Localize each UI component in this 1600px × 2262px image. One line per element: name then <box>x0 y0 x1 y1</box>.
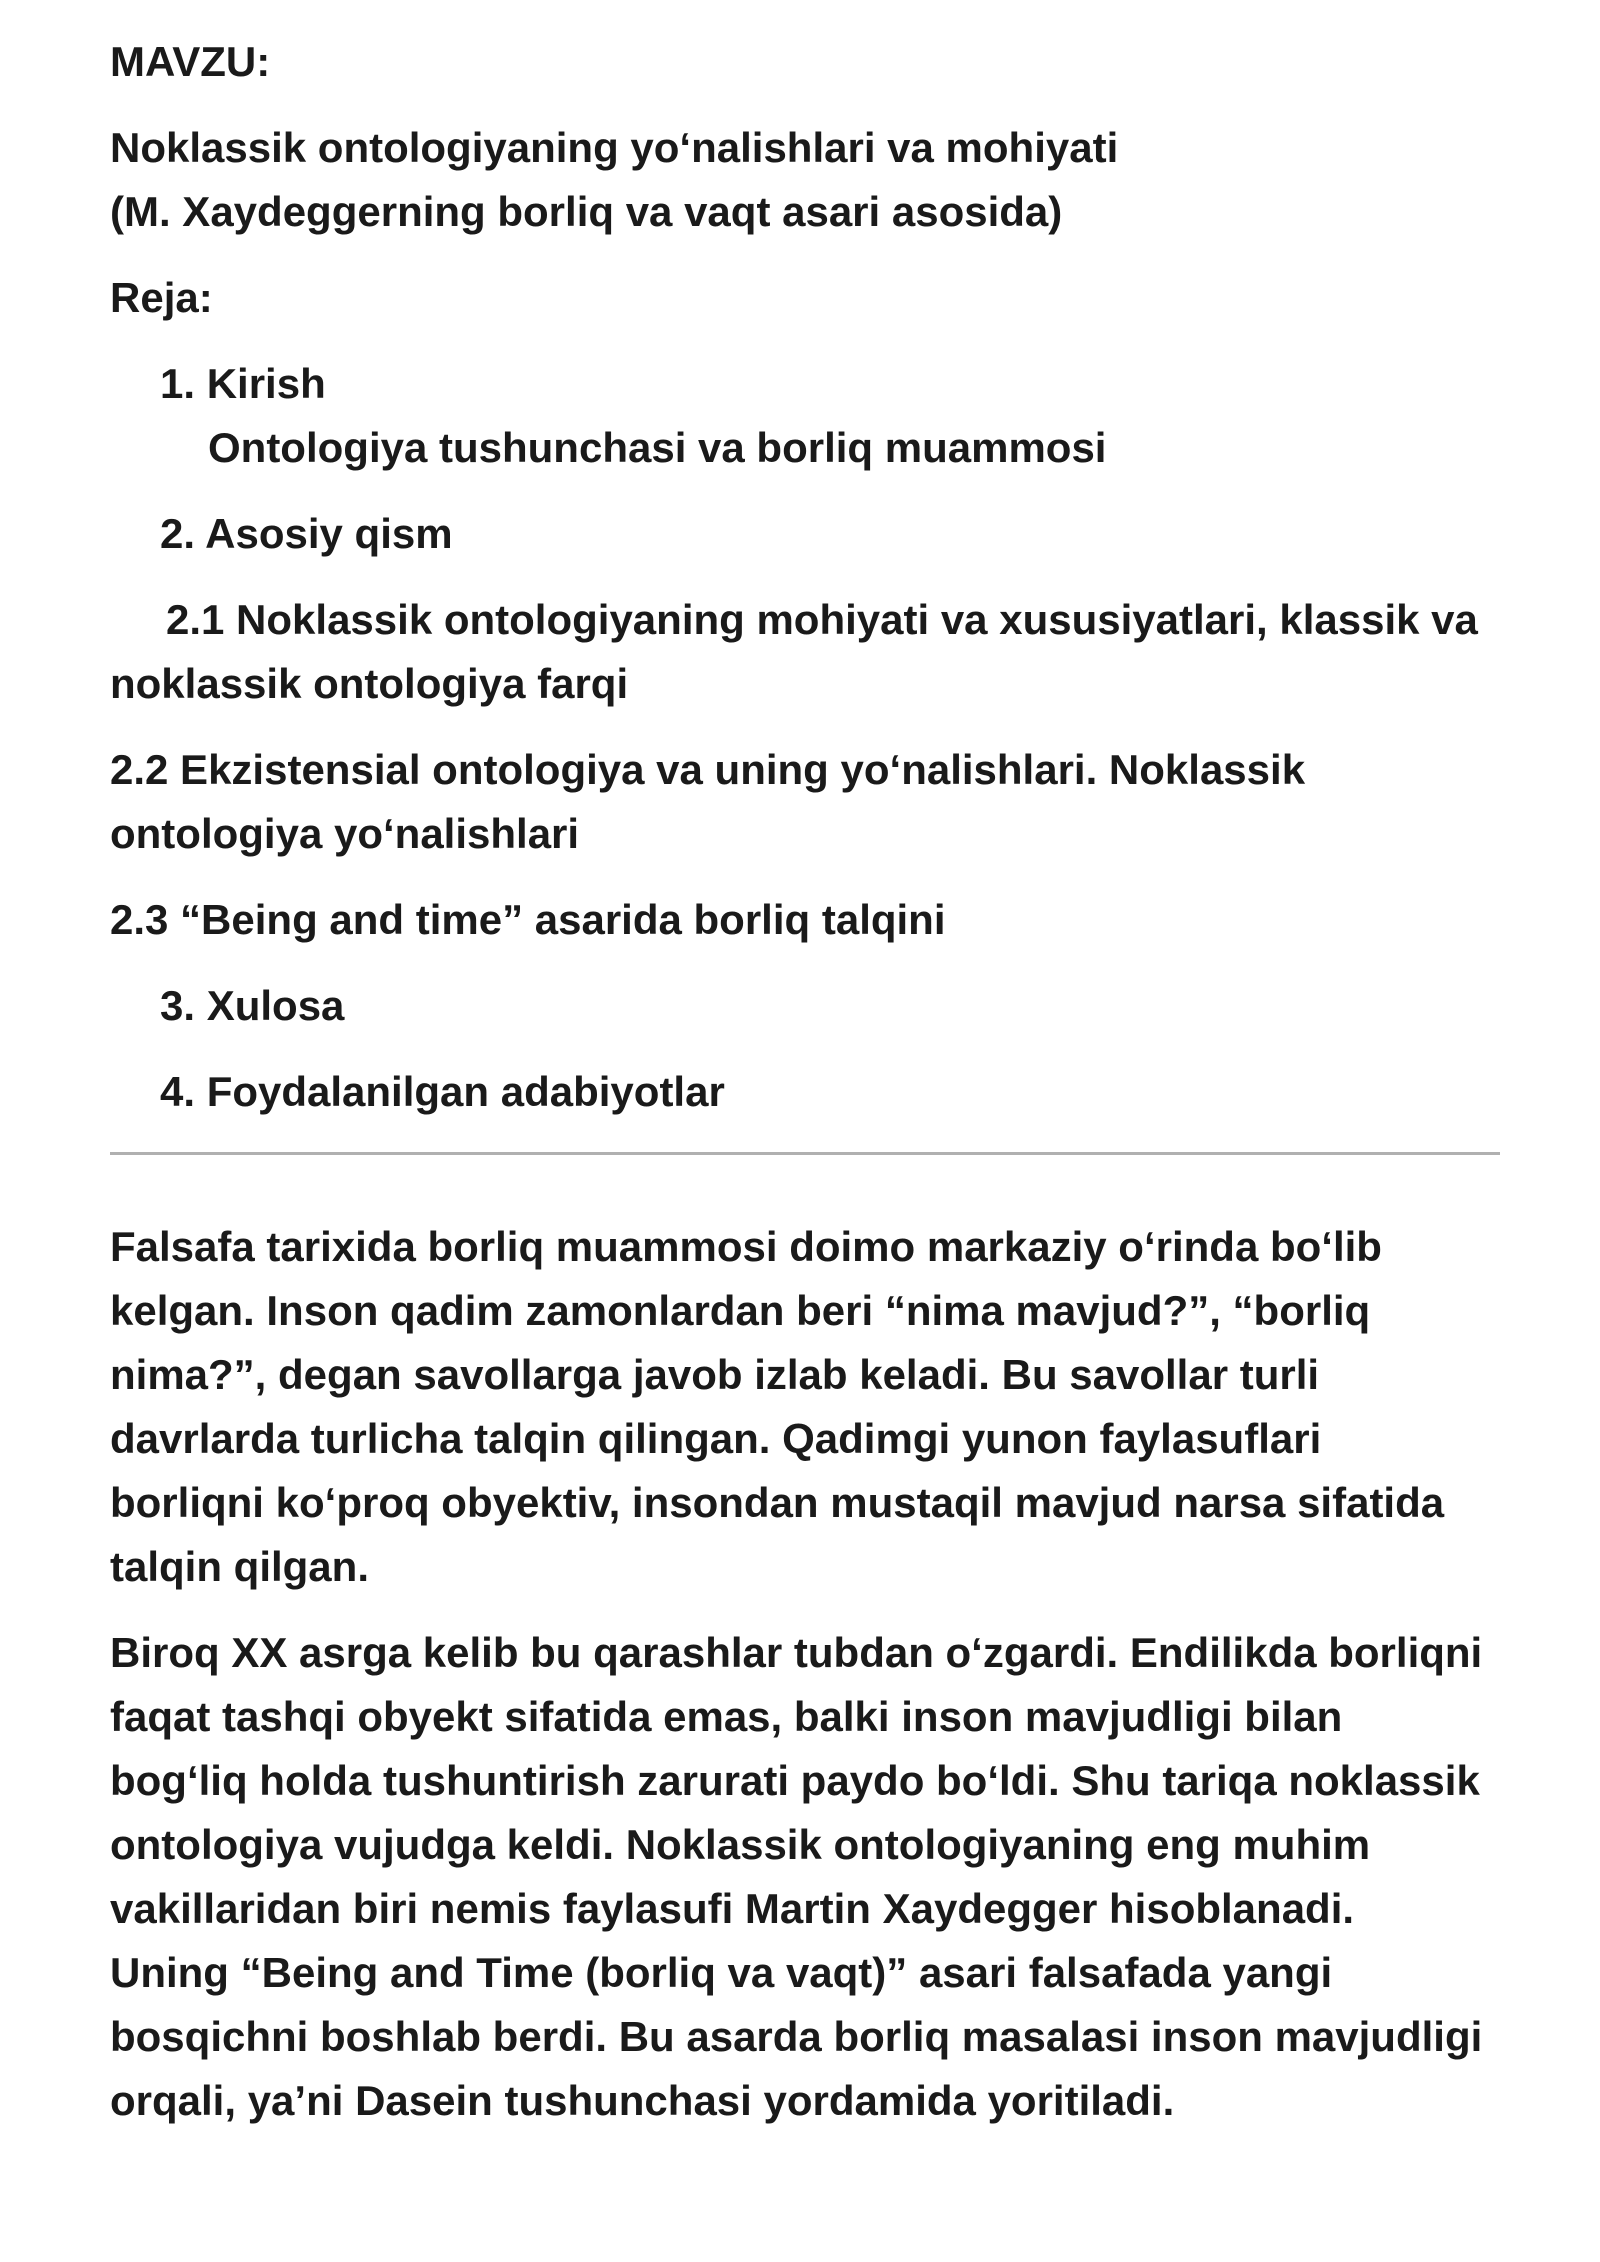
plan-item-2-2-line-1: 2.2 Ekzistensial ontologiya va uning yo‘nalishlari. Noklassik <box>110 746 1306 793</box>
paragraph-line: borliqni ko‘proq obyektiv, insondan mustaqil mavjud narsa sifatida <box>110 1479 1445 1526</box>
plan-item-3: 3. Xulosa <box>160 982 345 1029</box>
plan-item-2-3: 2.3 “Being and time” asarida borliq talqini <box>110 896 946 943</box>
plan-item-2-2-line-2: ontologiya yo‘nalishlari <box>110 810 580 857</box>
paragraph-line: nima?”, degan savollarga javob izlab keladi. Bu savollar turli <box>110 1351 1320 1398</box>
plan-item-2: 2. Asosiy qism <box>160 510 453 557</box>
paragraph-line: bog‘liq holda tushuntirish zarurati paydo bo‘ldi. Shu tariqa noklassik <box>110 1757 1480 1804</box>
paragraph-line: faqat tashqi obyekt sifatida emas, balki inson mavjudligi bilan <box>110 1693 1343 1740</box>
paragraph-line: Biroq XX asrga kelib bu qarashlar tubdan o‘zgardi. Endilikda borliqni <box>110 1629 1483 1676</box>
paragraph-line: orqali, ya’ni Dasein tushunchasi yordamida yoritiladi. <box>110 2077 1175 2124</box>
plan-item-1: 1. Kirish <box>160 360 326 407</box>
paragraph-line: Falsafa tarixida borliq muammosi doimo markaziy o‘rinda bo‘lib <box>110 1223 1382 1270</box>
document-page <box>110 30 1500 2133</box>
section-divider <box>110 1152 1500 1155</box>
document-title-line-2: (M. Xaydeggerning borliq va vaqt asari asosida) <box>110 188 1063 235</box>
paragraph-line: bosqichni boshlab berdi. Bu asarda borliq masalasi inson mavjudligi <box>110 2013 1483 2060</box>
plan-label: Reja: <box>110 274 213 321</box>
paragraph-line: Uning “Being and Time (borliq va vaqt)” asari falsafada yangi <box>110 1949 1333 1996</box>
body-paragraph-1 <box>110 1215 1500 1599</box>
document-title-line-1: Noklassik ontologiyaning yo‘nalishlari va mohiyati <box>110 124 1119 171</box>
paragraph-line: ontologiya vujudga keldi. Noklassik ontologiyaning eng muhim <box>110 1821 1371 1868</box>
paragraph-line: vakillaridan biri nemis faylasufi Martin Xaydegger hisoblanadi. <box>110 1885 1355 1932</box>
paragraph-line: talqin qilgan. <box>110 1543 369 1590</box>
paragraph-line: kelgan. Inson qadim zamonlardan beri “nima mavjud?”, “borliq <box>110 1287 1371 1334</box>
paragraph-line: davrlarda turlicha talqin qilingan. Qadimgi yunon faylasuflari <box>110 1415 1322 1462</box>
plan-item-2-1-line-2: noklassik ontologiya farqi <box>110 660 629 707</box>
plan-item-2-1-line-1: 2.1 Noklassik ontologiyaning mohiyati va xususiyatlari, klassik va <box>166 596 1478 643</box>
topic-label: MAVZU: <box>110 38 271 85</box>
plan-item-1-sub: Ontologiya tushunchasi va borliq muammosi <box>208 424 1107 471</box>
body-paragraph-2 <box>110 1621 1500 2133</box>
plan-item-4: 4. Foydalanilgan adabiyotlar <box>160 1068 725 1115</box>
